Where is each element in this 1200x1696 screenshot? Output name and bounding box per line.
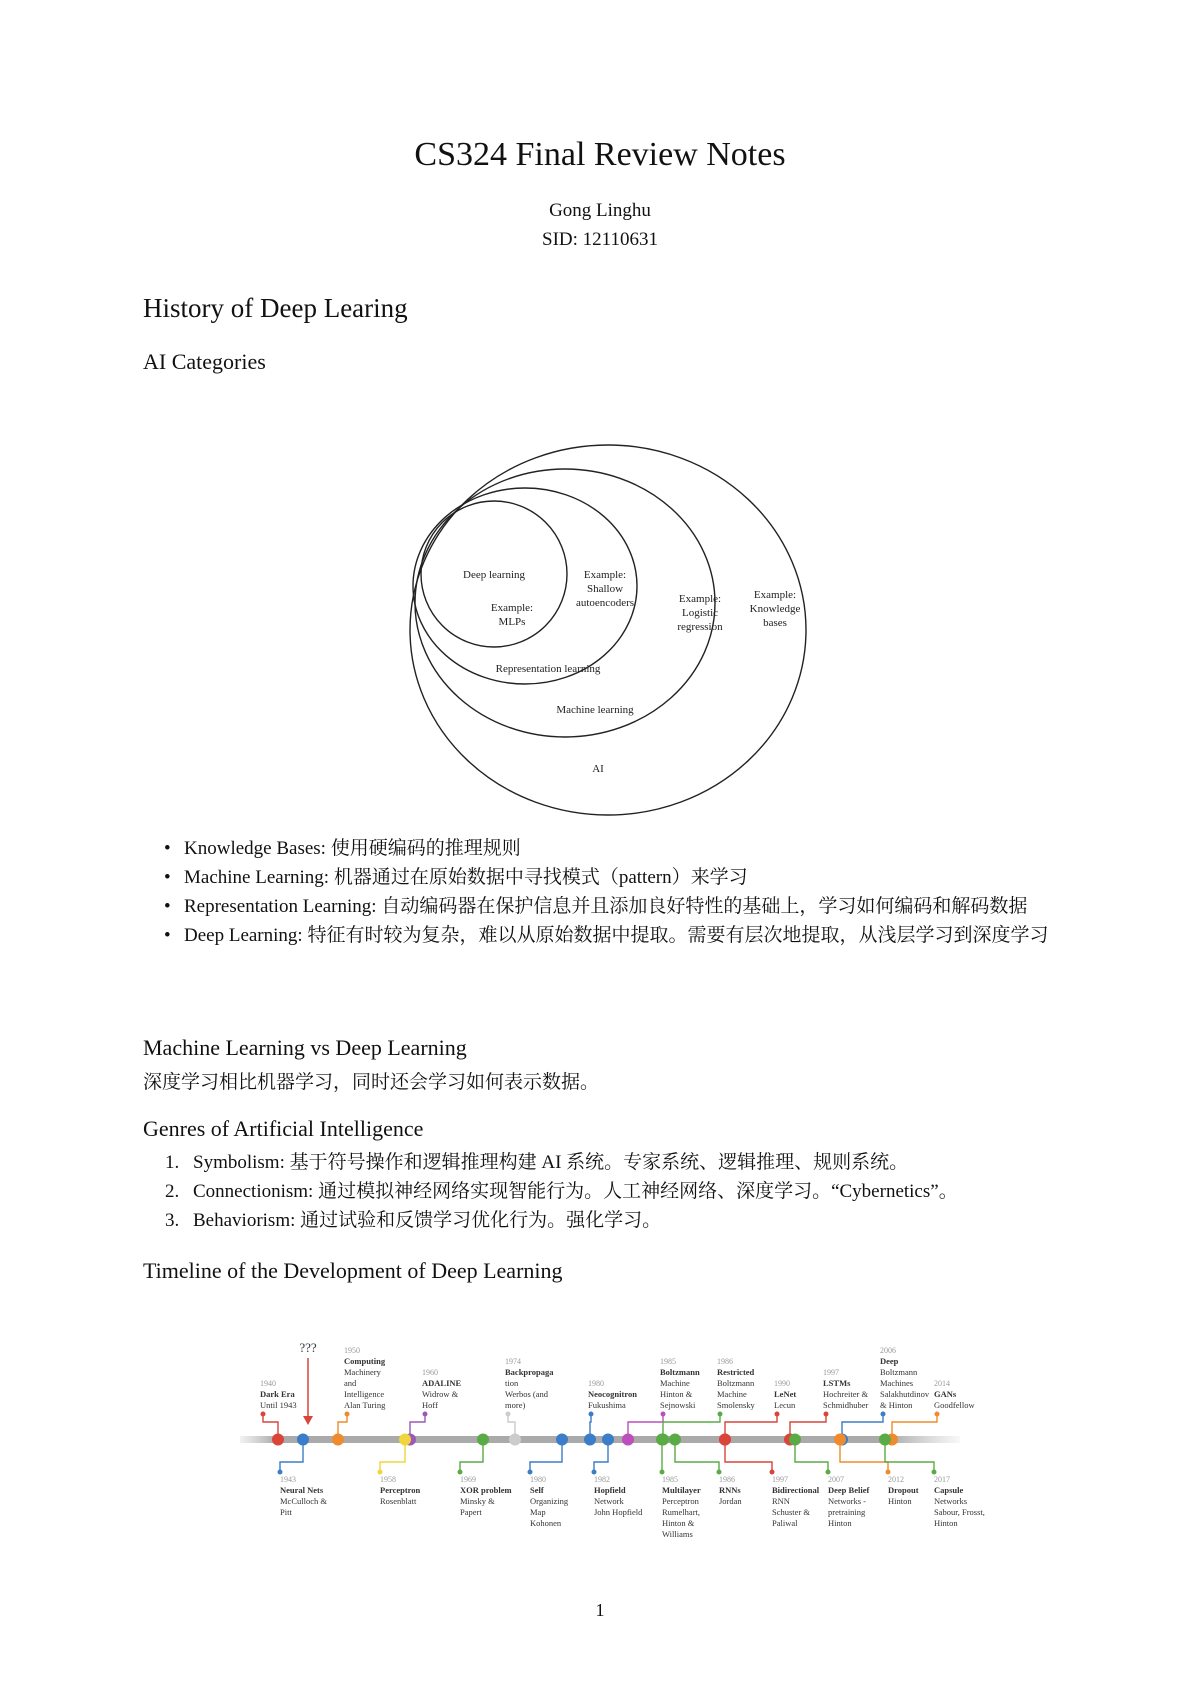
timeline-node [622,1434,634,1446]
timeline-bottom-text: Rosenblatt [380,1496,417,1506]
timeline-node [719,1434,731,1446]
timeline-top-dot [661,1412,666,1417]
timeline-bottom-text: Schuster & [772,1507,811,1517]
label-regression: regression [677,621,723,633]
label-logistic: Logistic [681,607,719,619]
timeline-bottom-year: 1986 [719,1475,735,1484]
timeline-node [879,1434,891,1446]
timeline-top-dot [935,1412,940,1417]
ai-categories-diagram [395,430,825,830]
timeline-bottom-text: Sabour, Frosst, [934,1507,985,1517]
timeline-bottom-dot [528,1470,533,1475]
timeline-bottom-dot [932,1470,937,1475]
timeline-top-connector [842,1412,883,1439]
timeline-node [477,1434,489,1446]
timeline-top-text: Schmidhuber [823,1400,869,1410]
timeline-bottom-text: Perceptron [662,1496,699,1506]
timeline-top-year: 1990 [774,1379,790,1388]
timeline-top-text: Intelligence [344,1389,385,1399]
timeline-unknown-label: ??? [299,1340,317,1355]
timeline-top-dot [775,1412,780,1417]
list-item: 3. Behaviorism: 通过试验和反馈学习优化行为。强化学习。 [165,1210,662,1231]
label-representation-learning: Representation learning [495,663,601,675]
timeline-top-text: Deep [880,1356,899,1366]
subsection-heading-ai-categories: AI Categories [143,349,266,374]
timeline-top-text: Hoff [422,1400,438,1410]
timeline-bottom-dot [826,1470,831,1475]
timeline-top-text: Alan Turing [344,1400,386,1410]
timeline-top-year: 1997 [823,1368,839,1377]
timeline-bottom-text: Perceptron [380,1485,421,1495]
timeline-diagram [230,1322,985,1562]
timeline-top-text: Machine [717,1389,747,1399]
timeline-top-text: Salakhutdinov [880,1389,930,1399]
timeline-top-text: Machines [880,1378,914,1388]
timeline-bottom-text: Neural Nets [280,1485,324,1495]
timeline-node [332,1434,344,1446]
label-kb-example: Example: [753,589,797,601]
timeline-bottom-text: RNN [772,1496,790,1506]
timeline-top-text: Hochreiter & [823,1389,869,1399]
timeline-top-text: Computing [344,1356,386,1366]
timeline-bottom-connector [840,1439,888,1472]
timeline-top-text: ADALINE [422,1378,462,1388]
timeline-node [834,1434,846,1446]
timeline-bottom-text: Jordan [719,1496,742,1506]
timeline-top-connector [725,1412,777,1439]
timeline-top-text: Boltzmann [660,1367,700,1377]
timeline-bottom-year: 1997 [772,1475,788,1484]
timeline-node [509,1434,521,1446]
arrow-down-icon [303,1416,313,1425]
list-item: • Knowledge Bases: 使用硬编码的推理规则 [160,834,1080,863]
timeline-bottom-text: Hinton & [662,1518,695,1528]
timeline-bottom-connector [795,1439,828,1472]
timeline-top-text: & Hinton [880,1400,913,1410]
list-item: • Machine Learning: 机器通过在原始数据中寻找模式（pattern）来学习 [160,863,1080,892]
timeline-top-text: Restricted [717,1367,755,1377]
timeline-top-year: 1986 [717,1357,733,1366]
timeline-bottom-year: 1958 [380,1475,396,1484]
timeline-bottom-dot [278,1470,283,1475]
timeline-top-connector [628,1412,663,1439]
timeline-bottom-text: Rumelhart, [662,1507,701,1517]
timeline-bottom-dot [592,1470,597,1475]
timeline-bottom-text: Network [594,1496,624,1506]
label-dl-example-mlps: MLPs [498,616,526,628]
label-deep-learning: Deep learning [463,569,525,581]
timeline-bottom-year: 1985 [662,1475,678,1484]
timeline-bottom-text: Hinton [888,1496,912,1506]
list-item: 1. Symbolism: 基于符号操作和逻辑推理构建 AI 系统。专家系统、逻辑推理、规则系统。 [165,1152,909,1173]
timeline-top-year: 1950 [344,1346,360,1355]
timeline-bottom-year: 2007 [828,1475,844,1484]
timeline-bottom-text: Paliwal [772,1518,798,1528]
timeline-top-text: LSTMs [823,1378,851,1388]
timeline-top-connector [892,1412,937,1439]
timeline-bottom-text: Networks - [828,1496,867,1506]
timeline-bottom-text: Map [530,1507,546,1517]
timeline-top-text: Widrow & [422,1389,459,1399]
timeline-node [789,1434,801,1446]
timeline-bottom-connector [530,1439,562,1472]
timeline-bottom-text: Organizing [530,1496,569,1506]
timeline-top-text: Neocognitron [588,1389,637,1399]
timeline-top-text: Backpropaga [505,1367,554,1377]
timeline-node [297,1434,309,1446]
timeline-bottom-text: Kohonen [530,1518,562,1528]
timeline-bottom-dot [770,1470,775,1475]
timeline-top-text: Dark Era [260,1389,295,1399]
timeline-top-year: 1980 [588,1379,604,1388]
timeline-top-dot [824,1412,829,1417]
timeline-top-text: Machine [660,1378,690,1388]
list-item: • Representation Learning: 自动编码器在保护信息并且添加良好特性的基础上，学习如何编码和解码数据 [160,892,1080,921]
timeline-bottom-text: Capsule [934,1485,964,1495]
timeline-top-text: more) [505,1400,526,1410]
label-knowledge: Knowledge [749,603,801,615]
subsection-heading-ml-vs-dl: Machine Learning vs Deep Learning [143,1035,467,1060]
timeline-top-text: Goodfellow [934,1400,975,1410]
timeline-top-year: 2014 [934,1379,950,1388]
timeline-top-text: Werbos (and [505,1389,548,1399]
timeline-bottom-text: Networks [934,1496,968,1506]
timeline-top-text: Sejnowski [660,1400,696,1410]
label-logistic-example: Example: [678,593,722,605]
timeline-top-text: Hinton & [660,1389,693,1399]
timeline-bottom-text: Self [530,1485,544,1495]
timeline-top-text: Fukushima [588,1400,626,1410]
timeline-node [584,1434,596,1446]
timeline-bottom-text: Williams [662,1529,693,1539]
timeline-bottom-text: RNNs [719,1485,741,1495]
timeline-top-text: tion [505,1378,519,1388]
student-id: SID: 12110631 [542,229,658,250]
timeline-bottom-text: Multilayer [662,1485,701,1495]
author-name: Gong Linghu [549,200,651,221]
timeline-bottom-text: John Hopfield [594,1507,643,1517]
label-autoencoders: autoencoders [575,597,635,609]
timeline-bottom-year: 1943 [280,1475,296,1484]
timeline-top-text: Boltzmann [880,1367,918,1377]
timeline-node [556,1434,568,1446]
timeline-node [669,1434,681,1446]
timeline-node [399,1434,411,1446]
timeline-top-text: GANs [934,1389,957,1399]
timeline-top-year: 2006 [880,1346,896,1355]
timeline-top-dot [345,1412,350,1417]
page-number: 1 [595,1600,605,1620]
label-dl-example: Example: [490,602,534,614]
timeline-bottom-year: 2017 [934,1475,950,1484]
section-heading-history: History of Deep Learing [143,293,408,323]
timeline-bottom-text: McCulloch & [280,1496,327,1506]
timeline-top-text: Boltzmann [717,1378,755,1388]
timeline-top-year: 1985 [660,1357,676,1366]
timeline-top-dot [589,1412,594,1417]
genres-list [165,1148,1085,1235]
timeline-bottom-text: Hopfield [594,1485,626,1495]
timeline-bottom-dot [378,1470,383,1475]
timeline-top-text: Smolensky [717,1400,755,1410]
document-title: CS324 Final Review Notes [414,136,786,173]
label-machine-learning: Machine learning [556,704,634,716]
timeline-top-dot [423,1412,428,1417]
timeline-top-text: and [344,1378,357,1388]
label-bases: bases [763,617,787,629]
subsection-heading-genres: Genres of Artificial Intelligence [143,1116,424,1141]
timeline-bottom-year: 2012 [888,1475,904,1484]
timeline-bottom-text: pretraining [828,1507,866,1517]
timeline-bottom-text: Deep Belief [828,1485,870,1495]
list-item: 2. Connectionism: 通过模拟神经网络实现智能行为。人工神经网络、深度学习。“Cybernetics”。 [165,1181,958,1202]
timeline-axis [240,1436,960,1443]
timeline-top-dot [881,1412,886,1417]
timeline-bottom-dot [717,1470,722,1475]
timeline-bottom-dot [886,1470,891,1475]
timeline-bottom-connector [725,1439,772,1472]
timeline-top-dot [718,1412,723,1417]
timeline-bottom-text: Papert [460,1507,482,1517]
timeline-top-text: Until 1943 [260,1400,297,1410]
timeline-top-text: Lecun [774,1400,796,1410]
label-shallow-example: Example: [583,569,627,581]
timeline-bottom-connector [675,1439,719,1472]
timeline-bottom-dot [458,1470,463,1475]
ml-vs-dl-text: 深度学习相比机器学习，同时还会学习如何表示数据。 [143,1072,600,1093]
timeline-node [272,1434,284,1446]
timeline-top-dot [506,1412,511,1417]
timeline-top-text: Machinery [344,1367,381,1377]
timeline-top-text: LeNet [774,1389,797,1399]
ai-categories-list [160,834,1080,950]
timeline-node [602,1434,614,1446]
timeline-bottom-year: 1980 [530,1475,546,1484]
timeline-top-year: 1940 [260,1379,276,1388]
timeline-top-dot [261,1412,266,1417]
timeline-bottom-text: Dropout [888,1485,919,1495]
timeline-bottom-year: 1969 [460,1475,476,1484]
timeline-bottom-text: Hinton [934,1518,958,1528]
subsection-heading-timeline: Timeline of the Development of Deep Learning [143,1258,563,1283]
timeline-bottom-year: 1982 [594,1475,610,1484]
timeline-bottom-text: Hinton [828,1518,852,1528]
timeline-bottom-text: Minsky & [460,1496,495,1506]
timeline-bottom-text: Pitt [280,1507,292,1517]
timeline-node [656,1434,668,1446]
label-ai: AI [592,763,604,775]
timeline-bottom-dot [660,1470,665,1475]
list-item: • Deep Learning: 特征有时较为复杂，难以从原始数据中提取。需要有层次地提取，从浅层学习到深度学习 [160,921,1080,950]
timeline-top-year: 1960 [422,1368,438,1377]
timeline-bottom-text: Bidirectional [772,1485,820,1495]
label-shallow: Shallow [586,583,624,595]
timeline-bottom-text: XOR problem [460,1485,512,1495]
timeline-top-year: 1974 [505,1357,521,1366]
